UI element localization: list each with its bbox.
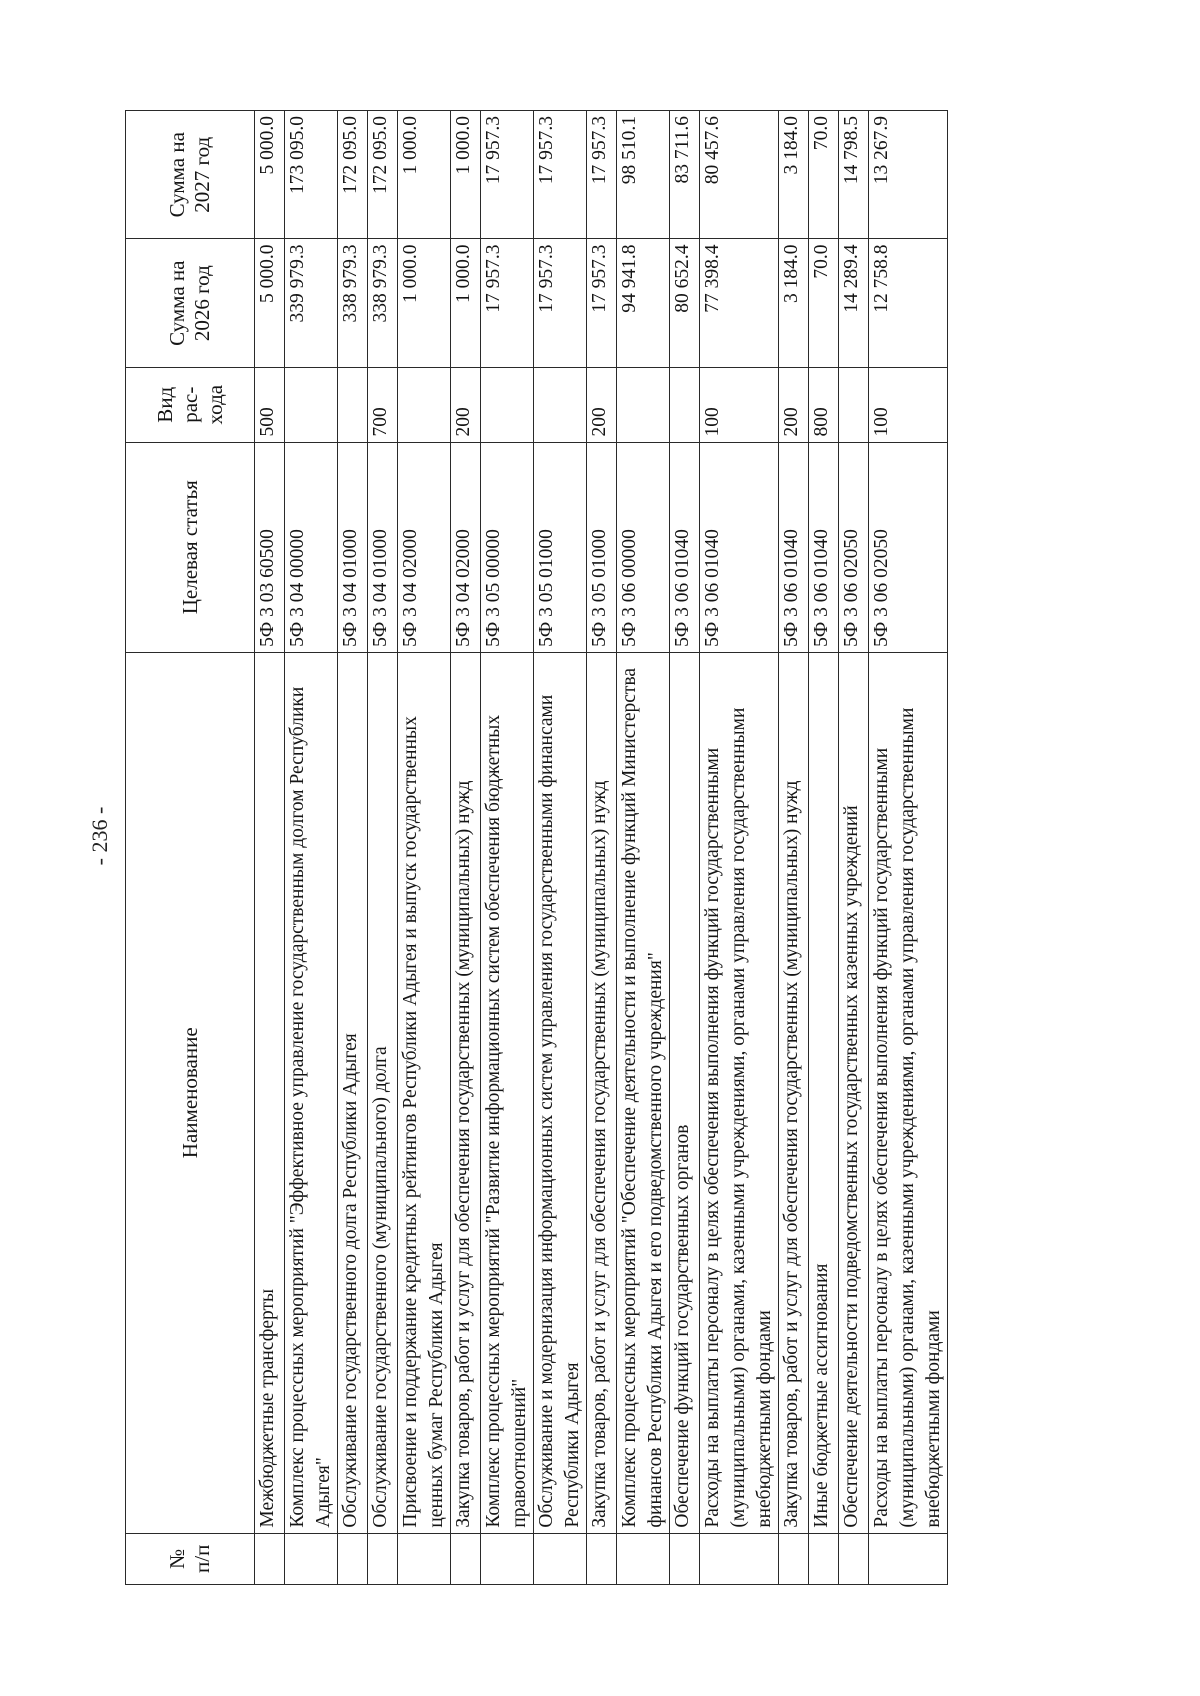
cell-type [398, 367, 451, 442]
cell-sum-2027: 70.0 [809, 111, 839, 239]
cell-sum-2027: 17 957.3 [534, 111, 587, 239]
table-row [285, 111, 338, 1585]
cell-type: 100 [869, 367, 948, 442]
cell-code: 5Ф 3 06 00000 [617, 442, 670, 652]
table-row [338, 111, 368, 1585]
cell-sum-2027: 98 510.1 [617, 111, 670, 239]
cell-name: Закупка товаров, работ и услуг для обеспечения государственных (муниципальных) нужд [779, 652, 809, 1533]
cell-name: Присвоение и поддержание кредитных рейтингов Республики Адыгея и выпуск государственных ценных бумаг Республики Адыгея [398, 652, 451, 1533]
cell-sum-2027: 3 184.0 [779, 111, 809, 239]
cell-sum-2026: 339 979.3 [285, 239, 338, 367]
cell-sum-2026: 80 652.4 [670, 239, 700, 367]
cell-sum-2027: 14 798.5 [839, 111, 869, 239]
table-row [617, 111, 670, 1585]
cell-code: 5Ф 3 06 02050 [839, 442, 869, 652]
cell-num [368, 1533, 398, 1584]
header-code: Целевая статья [126, 442, 255, 652]
cell-code: 5Ф 3 06 01040 [700, 442, 779, 652]
header-name: Наименование [126, 652, 255, 1533]
header-sum-2027: Сумма на 2027 год [126, 111, 255, 239]
table-row [670, 111, 700, 1585]
table-row [869, 111, 948, 1585]
cell-type: 200 [779, 367, 809, 442]
cell-code: 5Ф 3 06 02050 [869, 442, 948, 652]
cell-sum-2026: 3 184.0 [779, 239, 809, 367]
cell-type [617, 367, 670, 442]
cell-type: 800 [809, 367, 839, 442]
cell-type [839, 367, 869, 442]
cell-sum-2027: 17 957.3 [587, 111, 617, 239]
cell-code: 5Ф 3 04 01000 [368, 442, 398, 652]
cell-code: 5Ф 3 04 01000 [338, 442, 368, 652]
budget-table [125, 110, 948, 1585]
cell-sum-2027: 173 095.0 [285, 111, 338, 239]
cell-code: 5Ф 3 06 01040 [670, 442, 700, 652]
cell-num [809, 1533, 839, 1584]
cell-sum-2026: 17 957.3 [534, 239, 587, 367]
cell-code: 5Ф 3 04 00000 [285, 442, 338, 652]
cell-name: Межбюджетные трансферты [255, 652, 285, 1533]
cell-name: Иные бюджетные ассигнования [809, 652, 839, 1533]
cell-name: Обеспечение деятельности подведомственных государственных казенных учреждений [839, 652, 869, 1533]
table-header-row [126, 111, 255, 1585]
cell-name: Расходы на выплаты персоналу в целях обеспечения выполнения функций государственными (муниципальными) органами, казенными учреждениями, органами управления государственными внебюджетными фондами [869, 652, 948, 1533]
cell-sum-2027: 1 000.0 [451, 111, 481, 239]
cell-sum-2026: 338 979.3 [368, 239, 398, 367]
cell-name: Комплекс процессных мероприятий "Развитие информационных систем обеспечения бюджетных правоотношений" [481, 652, 534, 1533]
cell-sum-2027: 1 000.0 [398, 111, 451, 239]
table-row [368, 111, 398, 1585]
cell-code: 5Ф 3 06 01040 [809, 442, 839, 652]
cell-num [617, 1533, 670, 1584]
cell-name: Комплекс процессных мероприятий "Обеспечение деятельности и выполнение функций Министерства финансов Республики Адыгея и его подведомственного учреждения" [617, 652, 670, 1533]
cell-name: Обслуживание государственного долга Республики Адыгея [338, 652, 368, 1533]
cell-type: 100 [700, 367, 779, 442]
cell-code: 5Ф 3 05 01000 [534, 442, 587, 652]
cell-num [700, 1533, 779, 1584]
cell-sum-2027: 17 957.3 [481, 111, 534, 239]
cell-num [285, 1533, 338, 1584]
cell-sum-2027: 80 457.6 [700, 111, 779, 239]
cell-code: 5Ф 3 04 02000 [451, 442, 481, 652]
table-row [700, 111, 779, 1585]
cell-sum-2027: 83 711.6 [670, 111, 700, 239]
cell-sum-2026: 70.0 [809, 239, 839, 367]
cell-type [285, 367, 338, 442]
cell-num [869, 1533, 948, 1584]
cell-num [670, 1533, 700, 1584]
cell-type [481, 367, 534, 442]
cell-sum-2026: 17 957.3 [587, 239, 617, 367]
table-row [255, 111, 285, 1585]
table-row [398, 111, 451, 1585]
cell-name: Обслуживание и модернизация информационных систем управления государственными финансами Республики Адыгея [534, 652, 587, 1533]
cell-sum-2027: 13 267.9 [869, 111, 948, 239]
cell-sum-2026: 14 289.4 [839, 239, 869, 367]
page-number: - 236 - [87, 806, 112, 866]
cell-num [481, 1533, 534, 1584]
cell-name: Закупка товаров, работ и услуг для обеспечения государственных (муниципальных) нужд [451, 652, 481, 1533]
cell-type [534, 367, 587, 442]
cell-sum-2026: 1 000.0 [398, 239, 451, 367]
cell-num [779, 1533, 809, 1584]
cell-sum-2027: 172 095.0 [338, 111, 368, 239]
cell-type: 700 [368, 367, 398, 442]
cell-type [338, 367, 368, 442]
header-num: № п/п [126, 1533, 255, 1584]
table-row [779, 111, 809, 1585]
table-row [534, 111, 587, 1585]
budget-table-container [125, 110, 1085, 1585]
cell-sum-2026: 5 000.0 [255, 239, 285, 367]
cell-num [839, 1533, 869, 1584]
cell-name: Закупка товаров, работ и услуг для обеспечения государственных (муниципальных) нужд [587, 652, 617, 1533]
cell-sum-2027: 172 095.0 [368, 111, 398, 239]
cell-num [398, 1533, 451, 1584]
cell-num [255, 1533, 285, 1584]
cell-name: Обеспечение функций государственных органов [670, 652, 700, 1533]
table-row [481, 111, 534, 1585]
table-row [839, 111, 869, 1585]
cell-name: Обслуживание государственного (муниципального) долга [368, 652, 398, 1533]
cell-type: 200 [451, 367, 481, 442]
cell-num [451, 1533, 481, 1584]
cell-sum-2026: 12 758.8 [869, 239, 948, 367]
cell-code: 5Ф 3 06 01040 [779, 442, 809, 652]
cell-type [670, 367, 700, 442]
cell-sum-2026: 77 398.4 [700, 239, 779, 367]
cell-type: 200 [587, 367, 617, 442]
cell-code: 5Ф 3 05 01000 [587, 442, 617, 652]
cell-code: 5Ф 3 05 00000 [481, 442, 534, 652]
cell-sum-2026: 17 957.3 [481, 239, 534, 367]
cell-num [587, 1533, 617, 1584]
cell-type: 500 [255, 367, 285, 442]
cell-sum-2026: 338 979.3 [338, 239, 368, 367]
table-row [809, 111, 839, 1585]
header-sum-2026: Сумма на 2026 год [126, 239, 255, 367]
cell-sum-2026: 1 000.0 [451, 239, 481, 367]
cell-code: 5Ф 3 04 02000 [398, 442, 451, 652]
cell-num [534, 1533, 587, 1584]
cell-sum-2027: 5 000.0 [255, 111, 285, 239]
cell-name: Расходы на выплаты персоналу в целях обеспечения выполнения функций государственными (муниципальными) органами, казенными учреждениями, органами управления государственными внебюджетными фондами [700, 652, 779, 1533]
cell-name: Комплекс процессных мероприятий "Эффективное управление государственным долгом Республики Адыгея" [285, 652, 338, 1533]
header-type: Вид рас- хода [126, 367, 255, 442]
cell-sum-2026: 94 941.8 [617, 239, 670, 367]
table-row [451, 111, 481, 1585]
table-row [587, 111, 617, 1585]
cell-code: 5Ф 3 03 60500 [255, 442, 285, 652]
cell-num [338, 1533, 368, 1584]
